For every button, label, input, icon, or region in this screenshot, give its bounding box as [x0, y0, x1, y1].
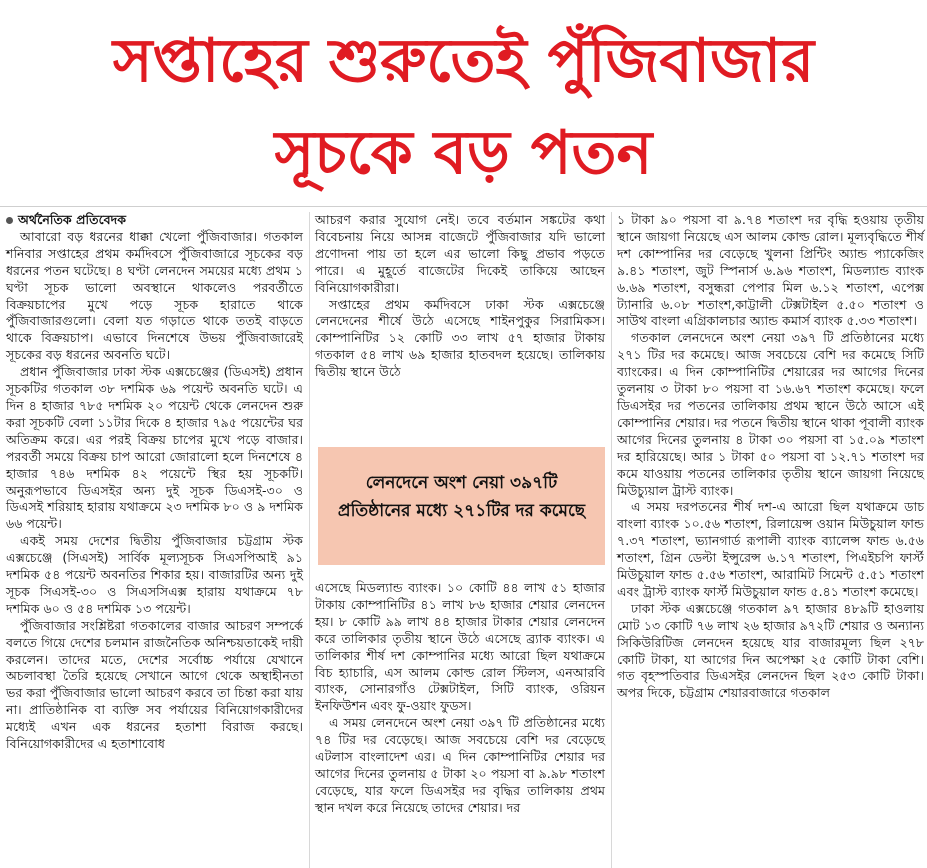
paragraph: এ সময় লেনদেনে অংশ নেয়া ৩৯৭ টি প্রতিষ্ঠানের মধ্যে ৭৪ টির দর বেড়েছে। আজ সবচেয়ে বেশি দর বেড়েছে এটলাস বাংলাদেশ এর। এ দিন কোম্পানিটির শেয়ার দর আগের দিনের তুলনায় ৫ টাকা ২০ পয়সা বা ৯.৯৮ শতাংশ বেড়েছে, যার ফলে ডিএসইর দর বৃদ্ধির তালিকায় প্রথম স্থান দখল করে নিয়েছে তাদের শেয়ার। দর [315, 715, 605, 815]
headline-divider [0, 206, 927, 207]
headline-line-2: সূচকে বড় পতন [274, 118, 653, 188]
article-column-1 [6, 212, 303, 868]
bullet-icon [6, 217, 13, 224]
column-divider [611, 212, 612, 868]
paragraph: পুঁজিবাজার সংশ্লিষ্টরা গতকালের বাজার আচরণ সম্পর্কে বলতে গিয়ে দেশের চলমান রাজনৈতিক অনিশ্চয়তাকেই দায়ী করলেন। তাদের মতে, দেশের সর্বোচ্চ পর্যায়ে যেখানে অচলাবস্থা তৈরি হয়েছে সেখানে আগে থেকে অস্থাহীনতা ভর করা পুঁজিবাজার ভালো আচরণ করবে তা চিন্তা করা যায় না। প্রাতিষ্ঠানিক বা ব্যক্তি সব পর্যায়ের বিনিয়োগকারীদের মধ্যেই এখন এক ধরনের হতাশা বিরাজ করছে। বিনিয়োগকারীদের এ হতাশাবোধ [6, 617, 303, 752]
paragraph: সপ্তাহের প্রথম কর্মদিবসে ঢাকা স্টক এক্সচেঞ্জে লেনদেনের শীর্ষে উঠে এসেছে শাইনপুকুর সিরামিকস। কোম্পানিটির ১২ কোটি ৩৩ লাখ ৫৭ হাজার টাকায় গতকাল ৫৪ লাখ ৬৯ হাজার হাতবদল হয়েছে। তালিকায় দ্বিতীয় স্থানে উঠে [315, 296, 605, 380]
paragraph: ১ টাকা ৯০ পয়সা বা ৯.৭৪ শতাংশ দর বৃদ্ধি হওয়ায় তৃতীয় স্থানে জায়গা নিয়েছে এস আলম কোল্ড রোল। মূল্যবৃদ্ধিতে শীর্ষ দশ কোম্পানির দর বেড়েছে খুলনা প্রিন্টিং অ্যান্ড প্যাকেজিং ৯.৪১ শতাংশ, জুট স্পিনার্স ৬.৯৬ শতাংশ, মিডল্যান্ড ব্যাংক ৬.৬৯ শতাংশ, বসুন্ধরা পেপার মিল ৬.১২ শতাংশ, এপেক্স ট্যানারি ৬.০৮ শতাংশ,কাট্টালী টেক্সটাইল ৫.৫০ শতাংশ ও সাউথ বাংলা এগ্রিকালচার অ্যান্ড কমার্স ব্যাংক ৫.৩৩ শতাংশ। [617, 212, 924, 329]
article-column-2-bottom [315, 580, 605, 868]
pull-quote-box [318, 447, 605, 565]
article-column-3 [617, 212, 924, 868]
paragraph: আবারো বড় ধরনের ধাক্কা খেলো পুঁজিবাজার। গতকাল শনিবার সপ্তাহের প্রথম কর্মদিবসে পুঁজিবাজারে সূচকের বড় ধরনের পতন ঘটেছে। ৪ ঘণ্টা লেনদেন সময়ের মধ্যে প্রথম ১ ঘণ্টা সূচক ভালো অবস্থানে থাকলেও পরবর্তীতে বিক্রয়চাপের মুখে পড়ে সূচক হারাতে থাকে পুঁজিবাজারগুলো। বেলা যত গড়াতে থাকে ততই বাড়তে থাকে বিক্রয়চাপ। এভাবে দিনশেষে উভয় পুঁজিবাজারেই সূচকের বড় ধরনের অবনতি ঘটে। [6, 228, 303, 363]
article-column-2-top [315, 212, 605, 380]
paragraph: এসেছে মিডল্যান্ড ব্যাংক। ১০ কোটি ৪৪ লাখ ৫১ হাজার টাকায় কোম্পানিটির ৪১ লাখ ৮৬ হাজার শেয়ার লেনদেন হয়। ৮ কোটি ৯৯ লাখ ৪৪ হাজার টাকার শেয়ার লেনদেন করে তালিকার তৃতীয় স্থানে উঠে এসেছে ব্র্যাক ব্যাংক। এ তালিকার শীর্ষ দশ কোম্পানির মধ্যে আরো ছিল যথাক্রমে বিচ হ্যাচারি, এস আলম কোল্ড রোল স্টিলস, এনআরবি ব্যাংক, সোনারগাঁও টেক্সটাইল, সিটি ব্যাংক, ওরিয়ন ইনফিউশন এবং ফু-ওয়াং ফুডস। [315, 580, 605, 714]
headline-line-1: সপ্তাহের শুরুতেই পুঁজিবাজার [112, 26, 815, 96]
byline [6, 212, 303, 229]
column-divider [309, 212, 310, 868]
paragraph: ঢাকা স্টক এক্সচেঞ্জে গতকাল ৯৭ হাজার ৪৮৯টি হাওলায় মোট ১৩ কোটি ৭৬ লাখ ২৬ হাজার ৯৭২টি শেয়ার ও অন্যান্য সিকিউরিটিজ লেনদেন হয়েছে যার বাজারমূল্য ছিল ২৭৮ কোটি টাকা, যা আগের দিন অপেক্ষা ২৫ কোটি টাকা বেশি। গত বৃহস্পতিবার ডিএসইর লেনদেন ছিল ২৫৩ কোটি টাকা। অপর দিকে, চট্টগ্রাম শেয়ারবাজারে গতকাল [617, 600, 924, 701]
paragraph: প্রধান পুঁজিবাজার ঢাকা স্টক এক্সচেঞ্জের (ডিএসই) প্রধান সূচকটির গতকাল ৩৮ দশমিক ৬৯ পয়েন্ট অবনতি ঘটে। এ দিন ৪ হাজার ৭৮৫ দশমিক ২০ পয়েন্ট থেকে লেনদেন শুরু করা সূচকটি বেলা ১১টার দিকে ৪ হাজার ৭৯৫ পয়েন্টের ঘর অতিক্রম করে। এর পরই বিক্রয় চাপের মুখে পড়ে বাজার। পরবর্তী সময়ে বিক্রয় চাপ আরো জোরালো হলে দিনশেষে ৪ হাজার ৭৪৬ দশমিক ৪২ পয়েন্টে স্থির হয় সূচকটি। অনুরূপভাবে ডিএসইর অন্য দুই সূচক ডিএসই-৩০ ও ডিএসই শরিয়াহ হারায় যথাক্রমে ২৩ দশমিক ৮০ ও ৯ দশমিক ৬৬ পয়েন্ট। [6, 364, 303, 532]
paragraph: গতকাল লেনদেনে অংশ নেয়া ৩৯৭ টি প্রতিষ্ঠানের মধ্যে ২৭১ টির দর কমেছে। আজ সবচেয়ে বেশি দর কমেছে সিটি ব্যাংকের। এ দিন কোম্পানিটির শেয়ারের দর আগের দিনের তুলনায় ৩ টাকা ৮০ পয়সা বা ১৬.৬৭ শতাংশ কমেছে। ফলে ডিএসইর দর পতনের তালিকায় প্রথম স্থানে উঠে আসে এই কোম্পানির শেয়ার। দর পতনে দ্বিতীয় স্থানে থাকা পূবালী ব্যাংক আগের দিনের তুলনায় ৪ টাকা ৩০ পয়সা বা ১৫.০৯ শতাংশ দর হারিয়েছে। আর ১ টাকা ৫০ পয়সা বা ১২.৭১ শতাংশ দর কমে যাওয়ায় পতনের তালিকার তৃতীয় স্থানে জায়গা নিয়েছে মিউচ্যুয়াল ট্রাস্ট ব্যাংক। [617, 330, 924, 498]
pull-quote-text: লেনদেনে অংশ নেয়া ৩৯৭টি প্রতিষ্ঠানের মধ্যে ২৭১টির দর কমেছে [337, 473, 586, 521]
paragraph: এ সময় দরপতনের শীর্ষ দশ-এ আরো ছিল যথাক্রমে ডাচ বাংলা ব্যাংক ১০.৫৬ শতাংশ, রিলায়েন্স ওয়ান মিউচুয়াল ফান্ড ৭.৩৭ শতাংশ, ভ্যানগার্ড রূপালী ব্যাংক ব্যালেন্স ফান্ড ৬.৫৬ শতাংশ, গ্রিন ডেল্টা ইন্সুরেন্স ৬.১৭ শতাংশ, পিএইচপি ফার্স্ট মিউচুয়াল ফান্ড ৫.৫৬ শতাংশ, আরামিট সিমেন্ট ৫.৫১ শতাংশ এবং ট্রাস্ট ব্যাংক ফার্স্ট মিউচুয়াল ফান্ড ৫.৪১ শতাংশ কমেছে। [617, 499, 924, 599]
byline-text: অর্থনৈতিক প্রতিবেদক [18, 212, 127, 227]
paragraph: একই সময় দেশের দ্বিতীয় পুঁজিবাজার চট্টগ্রাম স্টক এক্সচেঞ্জে (সিএসই) সার্বিক মূল্যসূচক সিএসপিআই ৯১ দশমিক ৫৪ পয়েন্ট অবনতির শিকার হয়। বাজারটির অন্য দুই সূচক সিএসই-৩০ ও সিএসসিএক্স হারায় যথাক্রমে ৭৮ দশমিক ৬০ ও ৫৪ দশমিক ১৩ পয়েন্ট। [6, 533, 303, 616]
paragraph: আচরণ করার সুযোগ নেই। তবে বর্তমান সঙ্কটের কথা বিবেচনায় নিয়ে আসন্ন বাজেটে পুঁজিবাজার যদি ভালো প্রণোদনা পায় তা হলে এর ভালো কিছু প্রভাব পড়তে পারে। এ মুহূর্তে বাজেটের দিকেই তাকিয়ে আছেন বিনিয়োগকারীরা। [315, 212, 605, 295]
